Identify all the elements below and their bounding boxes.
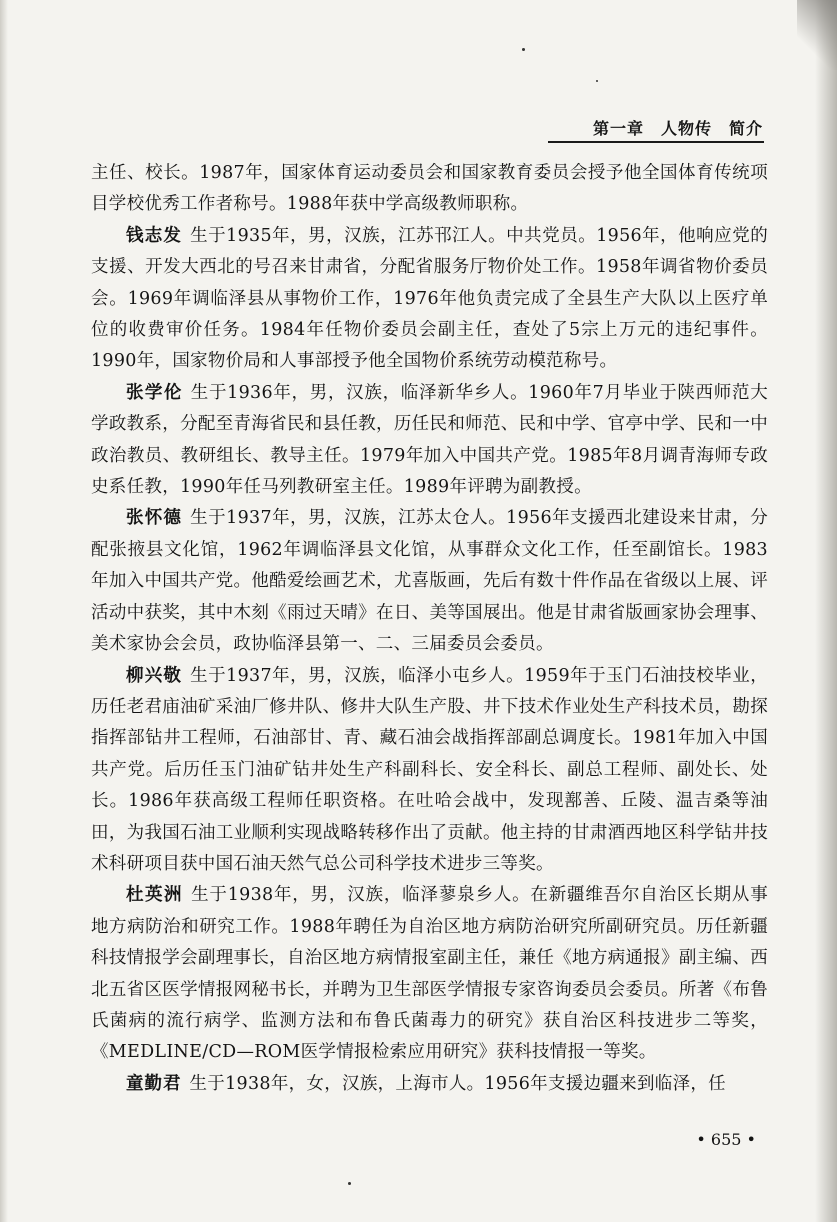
- scan-speck: [348, 1182, 351, 1185]
- biography-entry: [91, 1069, 768, 1100]
- page-body: [91, 158, 768, 1100]
- entry-name: 杜英洲: [126, 885, 184, 906]
- entry-name: 张怀德: [126, 508, 183, 529]
- scan-edge-right: [815, 0, 837, 1222]
- page-number: • 655 •: [696, 1130, 756, 1149]
- entry-text: 生于1938年，女，汉族，上海市人。1956年支援边疆来到临泽，任: [189, 1073, 726, 1094]
- scan-speck: [522, 48, 525, 51]
- entry-text: 生于1936年，男，汉族，临泽新华乡人。1960年7月毕业于陕西师范大学政教系，分配至青海省民和县任教，历任民和师范、民和中学、官亭中学、民和一中政治教员、教研组长、教导主任。1979年加入中国共产党。1985年8月调青海师专政史系任教，1990年任马列教研室主任。1989年评聘为副教授。: [91, 382, 768, 498]
- running-header: 第一章 人物传 简介: [592, 119, 763, 138]
- entry-text: 生于1937年，男，汉族，江苏太仓人。1956年支援西北建设来甘肃，分配张掖县文化馆，1962年调临泽县文化馆，从事群众文化工作，任至副馆长。1983年加入中国共产党。他酷爱绘画艺术，尤喜版画，先后有数十件作品在省级以上展、评活动中获奖，其中木刻《雨过天晴》在日、美等国展出。他是甘肃省版画家协会理事、美术家协会会员，政协临泽县第一、二、三届委员会委员。: [91, 508, 768, 655]
- biography-entry: [91, 880, 768, 1068]
- entry-text: 生于1935年，男，汉族，江苏邗江人。中共党员。1956年，他响应党的支援、开发大西北的号召来甘肃省，分配省服务厅物价处工作。1958年调省物价委员会。1969年调临泽县从事物价工作，1976年他负责完成了全县生产大队以上医疗单位的收费审价任务。1984年任物价委员会副主任，查处了5宗上万元的违纪事件。1990年，国家物价局和人事部授予他全国物价系统劳动模范称号。: [91, 225, 768, 372]
- entry-name: 柳兴敬: [126, 665, 183, 686]
- entry-name: 张学伦: [126, 382, 183, 403]
- header-rule: [548, 141, 764, 143]
- entry-text: 生于1938年，男，汉族，临泽蓼泉乡人。在新疆维吾尔自治区长期从事地方病防治和研究工作。1988年聘任为自治区地方病防治研究所副研究员。历任新疆科技情报学会副理事长，自治区地方病情报室副主任，兼任《地方病通报》副主编、西北五省区医学情报网秘书长，并聘为卫生部医学情报专家咨询委员会委员。所著《布鲁氏菌病的流行病学、监测方法和布鲁氏菌毒力的研究》获自治区科技进步二等奖，《MEDLINE/CD—ROM医学情报检索应用研究》获科技情报一等奖。: [91, 885, 769, 1063]
- biography-entry: [91, 221, 768, 378]
- entry-name: 钱志发: [126, 225, 183, 246]
- biography-entry: [91, 503, 768, 660]
- biography-entry: [91, 378, 768, 504]
- scan-edge-left: [0, 0, 8, 1222]
- entry-text: 生于1937年，男，汉族，临泽小屯乡人。1959年于玉门石油技校毕业，历任老君庙油矿采油厂修井队、修井大队生产股、井下技术作业处生产科技术员，勘探指挥部钻井工程师，石油部甘、青、藏石油会战指挥部副总调度长。1981年加入中国共产党。后历任玉门油矿钻井处生产科副科长、安全科长、副总工程师、副处长、处长。1986年获高级工程师任职资格。在吐哈会战中，发现鄯善、丘陵、温吉桑等油田，为我国石油工业顺利实现战略转移作出了贡献。他主持的甘肃酒西地区科学钻井技术科研项目获中国石油天然气总公司科学技术进步三等奖。: [91, 665, 768, 874]
- scan-speck: [596, 80, 598, 82]
- continuation-paragraph: 主任、校长。1987年，国家体育运动委员会和国家教育委员会授予他全国体育传统项目学校优秀工作者称号。1988年获中学高级教师职称。: [91, 163, 768, 215]
- biography-entry: [91, 661, 768, 881]
- entry-name: 童勤君: [126, 1073, 182, 1094]
- corner-shadow: [797, 0, 837, 70]
